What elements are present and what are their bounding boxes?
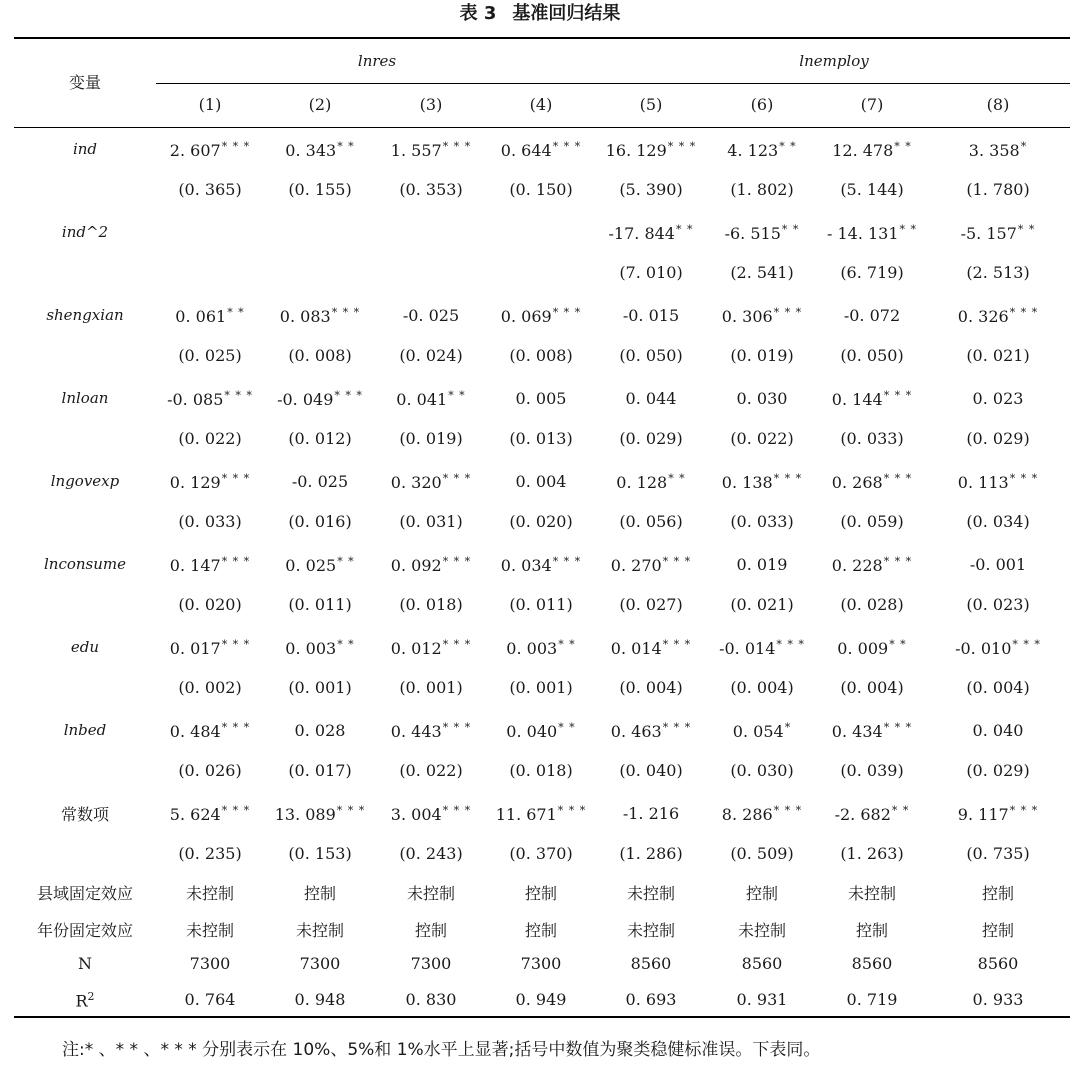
- stat-cell: 0. 764: [184, 990, 236, 1009]
- coefficient-cell: 3. 358*: [968, 140, 1028, 160]
- stat-cell: 0. 830: [405, 990, 457, 1009]
- significance-stars: * * *: [221, 140, 251, 153]
- coefficient-cell: -6. 515* *: [724, 223, 800, 243]
- standard-error-cell: (1. 286): [619, 844, 683, 863]
- column-header: (3): [419, 95, 443, 114]
- standard-error-cell: (7. 010): [619, 263, 683, 282]
- standard-error-cell: (0. 011): [288, 595, 352, 614]
- bottom-rule: [14, 1016, 1070, 1018]
- standard-error-cell: (1. 780): [966, 180, 1030, 199]
- coefficient-cell: -0. 072: [843, 306, 901, 325]
- significance-stars: * *: [891, 804, 910, 817]
- coefficient-cell: 0. 129* * *: [169, 472, 251, 492]
- stat-cell: 0. 693: [625, 990, 677, 1009]
- coefficient-cell: -5. 157* *: [960, 223, 1036, 243]
- coefficient-cell: 3. 004* * *: [390, 804, 472, 824]
- coefficient-cell: 0. 061* *: [175, 306, 245, 326]
- control-cell: 控制: [303, 884, 336, 903]
- significance-stars: * * *: [442, 555, 472, 568]
- significance-stars: * * *: [1009, 804, 1039, 817]
- coefficient-cell: 0. 138* * *: [721, 472, 803, 492]
- coefficient-cell: 0. 041* *: [396, 389, 466, 409]
- standard-error-cell: (6. 719): [840, 263, 904, 282]
- control-cell: 未控制: [626, 921, 675, 940]
- standard-error-cell: (0. 033): [840, 429, 904, 448]
- standard-error-cell: (0. 001): [509, 678, 573, 697]
- significance-stars: * *: [899, 223, 918, 236]
- significance-stars: * * *: [224, 389, 253, 402]
- coefficient-cell: -0. 085* * *: [167, 389, 253, 409]
- standard-error-cell: (0. 050): [840, 346, 904, 365]
- coefficient-cell: 9. 117* * *: [957, 804, 1039, 824]
- significance-stars: * * *: [1012, 638, 1041, 651]
- significance-stars: * * *: [662, 555, 692, 568]
- significance-stars: * * *: [557, 804, 587, 817]
- coefficient-cell: -17. 844* *: [608, 223, 694, 243]
- variable-label: lnloan: [61, 389, 109, 407]
- coefficient-cell: -0. 049* * *: [277, 389, 363, 409]
- significance-stars: * * *: [662, 721, 692, 734]
- coefficient-cell: 0. 128* *: [616, 472, 686, 492]
- coefficient-cell: 16. 129* * *: [605, 140, 697, 160]
- control-cell: 未控制: [185, 884, 234, 903]
- stat-cell: 0. 949: [515, 990, 567, 1009]
- variable-label: ind: [72, 140, 98, 158]
- top-rule: [14, 37, 1070, 39]
- standard-error-cell: (0. 370): [509, 844, 573, 863]
- coefficient-cell: 4. 123* *: [727, 140, 797, 160]
- standard-error-cell: (0. 001): [288, 678, 352, 697]
- standard-error-cell: (0. 004): [840, 678, 904, 697]
- stat-cell: 0. 931: [736, 990, 788, 1009]
- control-label: 年份固定效应: [36, 921, 133, 940]
- coefficient-cell: -0. 010* * *: [955, 638, 1041, 658]
- standard-error-cell: (0. 509): [730, 844, 794, 863]
- coefficient-cell: - 14. 131* *: [826, 223, 918, 243]
- coefficient-cell: 0. 484* * *: [169, 721, 251, 741]
- standard-error-cell: (0. 011): [509, 595, 573, 614]
- significance-stars: * * *: [442, 721, 472, 734]
- coefficient-cell: 0. 463* * *: [610, 721, 692, 741]
- significance-stars: * * *: [773, 306, 803, 319]
- coefficient-cell: 0. 003* *: [285, 638, 355, 658]
- control-cell: 控制: [745, 884, 778, 903]
- significance-stars: * *: [668, 472, 686, 485]
- significance-stars: * * *: [883, 472, 913, 485]
- significance-stars: * * *: [883, 389, 913, 402]
- standard-error-cell: (0. 013): [509, 429, 573, 448]
- variable-label: 常数项: [60, 805, 109, 824]
- coefficient-cell: 0. 268* * *: [831, 472, 913, 492]
- significance-stars: * * *: [442, 140, 472, 153]
- significance-stars: * * *: [442, 804, 472, 817]
- coefficient-cell: -0. 015: [622, 306, 680, 325]
- coefficient-cell: 0. 144* * *: [831, 389, 913, 409]
- coefficient-cell: 0. 003* *: [506, 638, 576, 658]
- standard-error-cell: (0. 028): [840, 595, 904, 614]
- standard-error-cell: (0. 002): [178, 678, 242, 697]
- standard-error-cell: (0. 016): [288, 512, 352, 531]
- stat-cell: 0. 933: [972, 990, 1024, 1009]
- header-rule: [14, 127, 1070, 128]
- standard-error-cell: (0. 033): [178, 512, 242, 531]
- significance-stars: * *: [448, 389, 466, 402]
- coefficient-cell: -0. 014* * *: [719, 638, 805, 658]
- stat-cell: 8560: [851, 954, 893, 973]
- standard-error-cell: (0. 022): [178, 429, 242, 448]
- significance-stars: * *: [779, 140, 797, 153]
- standard-error-cell: (0. 022): [399, 761, 463, 780]
- control-cell: 控制: [981, 921, 1014, 940]
- significance-stars: * * *: [552, 555, 582, 568]
- significance-stars: * * *: [773, 804, 803, 817]
- standard-error-cell: (0. 008): [509, 346, 573, 365]
- standard-error-cell: (0. 004): [619, 678, 683, 697]
- stat-cell: 0. 948: [294, 990, 346, 1009]
- coefficient-cell: 11. 671* * *: [495, 804, 587, 824]
- standard-error-cell: (0. 050): [619, 346, 683, 365]
- coefficient-cell: -0. 001: [969, 555, 1027, 574]
- variable-label: ind^2: [61, 223, 109, 241]
- significance-stars: * * *: [221, 472, 251, 485]
- standard-error-cell: (0. 018): [509, 761, 573, 780]
- standard-error-cell: (0. 019): [730, 346, 794, 365]
- control-cell: 控制: [981, 884, 1014, 903]
- standard-error-cell: (5. 144): [840, 180, 904, 199]
- significance-stars: * * *: [334, 389, 363, 402]
- significance-stars: * *: [675, 223, 694, 236]
- stat-cell: 7300: [189, 954, 231, 973]
- coefficient-cell: 0. 326* * *: [957, 306, 1039, 326]
- column-header: (8): [986, 95, 1010, 114]
- standard-error-cell: (0. 019): [399, 429, 463, 448]
- group-header-lnemploy: lnemploy: [799, 52, 869, 70]
- control-cell: 未控制: [737, 921, 786, 940]
- coefficient-cell: 0. 034* * *: [500, 555, 582, 575]
- standard-error-cell: (0. 040): [619, 761, 683, 780]
- significance-stars: * *: [337, 140, 355, 153]
- table-caption: 基准回归结果: [512, 3, 621, 24]
- stat-cell: 8560: [630, 954, 672, 973]
- standard-error-cell: (0. 004): [730, 678, 794, 697]
- standard-error-cell: (0. 034): [966, 512, 1030, 531]
- standard-error-cell: (0. 031): [399, 512, 463, 531]
- significance-stars: * * *: [1009, 306, 1039, 319]
- coefficient-cell: 12. 478* *: [832, 140, 912, 160]
- standard-error-cell: (0. 735): [966, 844, 1030, 863]
- stat-cell: 8560: [977, 954, 1019, 973]
- significance-stars: * * *: [883, 555, 913, 568]
- standard-error-cell: (0. 353): [399, 180, 463, 199]
- stat-cell: 7300: [410, 954, 452, 973]
- significance-stars: * * *: [442, 638, 472, 651]
- coefficient-cell: 0. 228* * *: [831, 555, 913, 575]
- coefficient-cell: -0. 025: [291, 472, 349, 491]
- column-header: (6): [750, 95, 774, 114]
- standard-error-cell: (0. 008): [288, 346, 352, 365]
- coefficient-cell: 0. 012* * *: [390, 638, 472, 658]
- coefficient-cell: 0. 343* *: [285, 140, 355, 160]
- coefficient-cell: 0. 025* *: [285, 555, 355, 575]
- significance-stars: * * *: [552, 306, 582, 319]
- standard-error-cell: (1. 802): [730, 180, 794, 199]
- significance-stars: * * *: [1009, 472, 1039, 485]
- variable-header: 变量: [68, 73, 101, 92]
- standard-error-cell: (0. 023): [966, 595, 1030, 614]
- coefficient-cell: -1. 216: [622, 804, 680, 823]
- coefficient-cell: 8. 286* * *: [721, 804, 803, 824]
- standard-error-cell: (0. 012): [288, 429, 352, 448]
- coefficient-cell: 0. 270* * *: [610, 555, 692, 575]
- standard-error-cell: (0. 022): [730, 429, 794, 448]
- stat-cell: 7300: [520, 954, 562, 973]
- control-label: 县域固定效应: [36, 884, 133, 903]
- stat-cell: 0. 719: [846, 990, 898, 1009]
- column-header: (1): [198, 95, 222, 114]
- significance-stars: * *: [1017, 223, 1036, 236]
- coefficient-cell: 0. 054*: [732, 721, 792, 741]
- variable-label: lnbed: [63, 721, 107, 739]
- coefficient-cell: 0. 004: [515, 472, 567, 491]
- coefficient-cell: 0. 443* * *: [390, 721, 472, 741]
- control-cell: 控制: [524, 921, 557, 940]
- standard-error-cell: (0. 020): [509, 512, 573, 531]
- coefficient-cell: 0. 028: [294, 721, 346, 740]
- variable-label: edu: [70, 638, 100, 656]
- standard-error-cell: (0. 029): [966, 761, 1030, 780]
- standard-error-cell: (0. 153): [288, 844, 352, 863]
- coefficient-cell: 0. 044: [625, 389, 677, 408]
- standard-error-cell: (2. 513): [966, 263, 1030, 282]
- standard-error-cell: (0. 029): [966, 429, 1030, 448]
- control-cell: 控制: [855, 921, 888, 940]
- standard-error-cell: (0. 059): [840, 512, 904, 531]
- significance-stars: * * *: [221, 638, 251, 651]
- significance-stars: * *: [558, 721, 576, 734]
- significance-stars: * *: [337, 638, 355, 651]
- significance-stars: * *: [558, 638, 576, 651]
- significance-stars: * *: [781, 223, 800, 236]
- stat-cell: 8560: [741, 954, 783, 973]
- standard-error-cell: (0. 021): [730, 595, 794, 614]
- significance-stars: * * *: [552, 140, 582, 153]
- significance-stars: * * *: [442, 472, 472, 485]
- significance-stars: * * *: [883, 721, 913, 734]
- column-header: (7): [860, 95, 884, 114]
- table-number: 表 3: [459, 3, 497, 24]
- coefficient-cell: 0. 083* * *: [279, 306, 361, 326]
- standard-error-cell: (0. 027): [619, 595, 683, 614]
- standard-error-cell: (0. 018): [399, 595, 463, 614]
- variable-label: lngovexp: [50, 472, 120, 490]
- group-rule: [156, 83, 1070, 84]
- coefficient-cell: 0. 320* * *: [390, 472, 472, 492]
- coefficient-cell: 0. 030: [736, 389, 788, 408]
- significance-stars: * * *: [773, 472, 803, 485]
- standard-error-cell: (2. 541): [730, 263, 794, 282]
- coefficient-cell: 0. 040* *: [506, 721, 576, 741]
- standard-error-cell: (5. 390): [619, 180, 683, 199]
- coefficient-cell: 0. 306* * *: [721, 306, 803, 326]
- standard-error-cell: (0. 365): [178, 180, 242, 199]
- standard-error-cell: (0. 021): [966, 346, 1030, 365]
- control-cell: 控制: [524, 884, 557, 903]
- column-header: (5): [639, 95, 663, 114]
- standard-error-cell: (0. 030): [730, 761, 794, 780]
- standard-error-cell: (0. 001): [399, 678, 463, 697]
- significance-stars: *: [784, 721, 792, 734]
- table-title: [0, 0, 1080, 28]
- standard-error-cell: (0. 026): [178, 761, 242, 780]
- significance-stars: * * *: [336, 804, 366, 817]
- stat-label: N: [78, 954, 92, 973]
- coefficient-cell: 5. 624* * *: [169, 804, 251, 824]
- standard-error-cell: (0. 033): [730, 512, 794, 531]
- significance-stars: * *: [337, 555, 355, 568]
- control-cell: 控制: [414, 921, 447, 940]
- standard-error-cell: (0. 056): [619, 512, 683, 531]
- coefficient-cell: 2. 607* * *: [169, 140, 251, 160]
- significance-stars: * *: [894, 140, 912, 153]
- standard-error-cell: (0. 024): [399, 346, 463, 365]
- standard-error-cell: (0. 004): [966, 678, 1030, 697]
- significance-stars: * * *: [221, 555, 251, 568]
- coefficient-cell: 0. 040: [972, 721, 1024, 740]
- control-cell: 未控制: [185, 921, 234, 940]
- coefficient-cell: 0. 644* * *: [500, 140, 582, 160]
- standard-error-cell: (1. 263): [840, 844, 904, 863]
- control-cell: 未控制: [295, 921, 344, 940]
- coefficient-cell: -0. 025: [402, 306, 460, 325]
- table-note: 注:* 、* * 、* * * 分别表示在 10%、5%和 1%水平上显著;括号中数值为聚类稳健标准误。下表同。: [62, 1040, 821, 1060]
- coefficient-cell: 0. 014* * *: [610, 638, 692, 658]
- coefficient-cell: 0. 147* * *: [169, 555, 251, 575]
- control-cell: 未控制: [406, 884, 455, 903]
- coefficient-cell: 13. 089* * *: [274, 804, 366, 824]
- standard-error-cell: (0. 235): [178, 844, 242, 863]
- control-cell: 未控制: [847, 884, 896, 903]
- significance-stars: * * *: [331, 306, 361, 319]
- significance-stars: *: [1020, 140, 1028, 153]
- significance-stars: * * *: [221, 721, 251, 734]
- coefficient-cell: 0. 092* * *: [390, 555, 472, 575]
- significance-stars: * * *: [221, 804, 251, 817]
- standard-error-cell: (0. 029): [619, 429, 683, 448]
- stat-cell: 7300: [299, 954, 341, 973]
- standard-error-cell: (0. 150): [509, 180, 573, 199]
- standard-error-cell: (0. 243): [399, 844, 463, 863]
- column-header: (2): [308, 95, 332, 114]
- standard-error-cell: (0. 017): [288, 761, 352, 780]
- group-header-lnres: lnres: [357, 52, 397, 70]
- standard-error-cell: (0. 020): [178, 595, 242, 614]
- coefficient-cell: 0. 009* *: [837, 638, 907, 658]
- control-cell: 未控制: [626, 884, 675, 903]
- coefficient-cell: 0. 069* * *: [500, 306, 582, 326]
- significance-stars: * *: [889, 638, 907, 651]
- coefficient-cell: 0. 019: [736, 555, 788, 574]
- variable-label: shengxian: [46, 306, 124, 324]
- standard-error-cell: (0. 025): [178, 346, 242, 365]
- significance-stars: * * *: [662, 638, 692, 651]
- standard-error-cell: (0. 039): [840, 761, 904, 780]
- stat-label: $R^2$: [75, 990, 95, 1011]
- coefficient-cell: -2. 682* *: [834, 804, 910, 824]
- coefficient-cell: 0. 113* * *: [957, 472, 1039, 492]
- coefficient-cell: 1. 557* * *: [390, 140, 472, 160]
- significance-stars: * * *: [776, 638, 805, 651]
- significance-stars: * *: [227, 306, 245, 319]
- coefficient-cell: 0. 005: [515, 389, 567, 408]
- coefficient-cell: 0. 434* * *: [831, 721, 913, 741]
- significance-stars: * * *: [667, 140, 697, 153]
- variable-label: lnconsume: [43, 555, 126, 573]
- column-header: (4): [529, 95, 553, 114]
- standard-error-cell: (0. 155): [288, 180, 352, 199]
- coefficient-cell: 0. 017* * *: [169, 638, 251, 658]
- coefficient-cell: 0. 023: [972, 389, 1024, 408]
